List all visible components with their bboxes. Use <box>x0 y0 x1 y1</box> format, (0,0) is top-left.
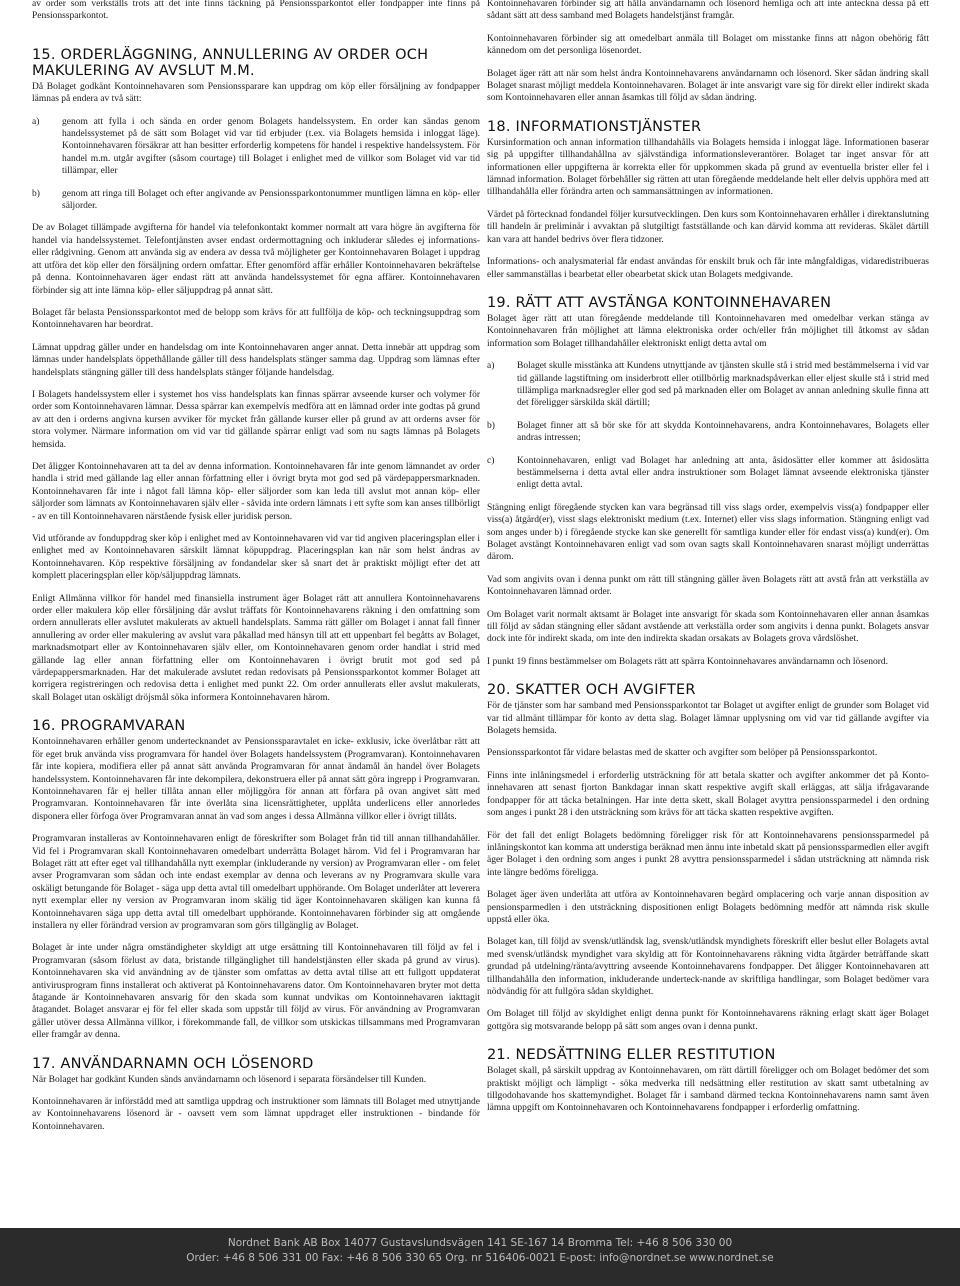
s18-paragraph: Värdet på förtecknad fondandel följer kursutvecklingen. Den kurs som Kontoinnehavaren erhåller i direktanslutning till handeln är preliminär i avvaktan på slutgiltigt fastställande och kan därvid komma att revideras. Skälet därtill kan vara att handel bedrivs över flera tidzoner. <box>487 209 929 245</box>
s15-paragraph: Det åligger Kontoinnehavaren att ta del av denna information. Kontoinnehavaren får inte genom lämnandet av order handla i strid med gällande lag eller annan författning eller i övrigt bryta mot god sed på värdepappersmarknaden. Kontoinnehavaren får inte i något fall lämna köp- eller säljorder som kan leda till avslut mot annan köp- eller säljorder som lämnats av Kontoinnehavaren själv eller - såvida inte ordern lämnats i ett syfte som kan anses tillbörligt - av en till Kontoinnehavaren närstående fysisk eller juridisk person. <box>32 461 480 522</box>
s15-item-a <box>32 116 480 178</box>
item-text: genom att fylla i och sända en order genom Bolagets handelssystem. En order kan sändas genom handelssystemet på de sätt som Bolaget vid var tid erbjuder (t.ex. via Bolagets hemsida i inloggat läge). Kontoinnehavaren försäkrar att han besitter erforderlig kompetens för handel i respektive handelssystem. För handel m.m. utgår avgifter (såsom courtage) till Bolaget i enlighet med de villkor som Bolaget vid var tid tillämpar, eller <box>62 116 480 177</box>
s15-item-b <box>32 188 480 213</box>
s15-paragraph: De av Bolaget tillämpade avgifterna för handel via telefonkontakt kommer normalt att vara högre än avgifterna för handel via handelssystemet. Telefontjänsten avser endast ordermottagning och inkluderar således ej informations- eller rådgivning. Genom att använda sig av endera av dessa två möjligheter ger Kontoinnehavaren Bolaget i uppdrag att utföra det köp eller den försäljning ordern omfattar. Efter genomförd affär erhåller Kontoinnehavaren bekräftelse på denna. Kontoinnehavaren äger endast rätt att använda handelssystemet för egna affärer. Kontoinnehavaren förbinder sig att inte lämna köp- eller säljuppdrag på annat sätt. <box>32 223 480 296</box>
section-17-title: 17. ANVÄNDARNAMN OCH LÖSENORD <box>32 1055 314 1072</box>
s20-paragraph: För det fall det enligt Bolagets bedömning föreligger risk för att Kontoinnehavarens pensionssparmedel på inlåningskontot kan komma att understiga beräknad men ännu inte inbetald skatt på pensionssparmedlen eller avgift äger Bolaget i den ordning som anges i punkt 28 avyttra pensionssparmedel i sådan utsträckning att nämnda risk inte längre bedöms föreligga. <box>487 830 929 878</box>
left-column <box>32 0 480 1143</box>
right-column <box>487 0 929 1125</box>
paragraph: Kontoinnehavaren förbinder sig att omedelbart anmäla till Bolaget om misstanke finns att någon obehörig fått kännedom om det personliga lösenordet. <box>487 33 929 57</box>
s21-paragraph: Bolaget skall, på särskilt uppdrag av Kontoinnehavaren, om rätt därtill föreligger och om Bolaget bedömer det som praktiskt möjligt och lämpligt - söka medverka till nedsättning eller restitution av skatt samt utbetalning av tillgodohavande hos skattemyndighet. Bolaget får i samband därmed teckna Kontoinnehavarens namn samt även lämna uppgift om Kontoinnehavaren och Kontoinnehavarens fondpapper i erforderlig omfattning. <box>487 1066 929 1114</box>
item-text: genom att ringa till Bolaget och efter angivande av Pensionssparkontonummer muntligen lämna en köp- eller säljorder. <box>62 188 480 212</box>
footer-address: Nordnet Bank AB Box 14077 Gustavslundsvägen 141 SE-167 14 Bromma Tel: +46 8 506 330 00 <box>227 1237 733 1249</box>
s15-paragraph: I Bolagets handelssystem eller i systemet hos viss handelsplats kan finnas spärrar avseende kurser och volymer för order som Kontoinnehavaren lämnar. Dessa spärrar kan exempelvis medföra att en lämnad order inte godtas på grund av att den i orderns angivna kursen avviker för mycket från gällande kurser eller på grund av att orderns avser för stora volymer. Närmare information om vid var tid gällande spärrar enligt vad som nu sagts lämnas på Bolagets hemsida. <box>32 389 480 450</box>
item-text: Bolaget finner att så bör ske för att skydda Kontoinnehavarens, andra Kontoinnehavares, Bolagets eller andras intressen; <box>517 420 929 444</box>
continued-text: Kontoinnehavaren förbinder sig att hålla användarnamn och lösenord hemliga och att inte anteckna dessa på ett sådant sätt att dess samband med Bolagets handelstjänst framgår. <box>487 0 929 22</box>
s15-paragraph: Enligt Allmänna villkor för handel med finansiella instrument äger Bolaget rätt att annullera Kontoinnehavarens order eller makulera köp eller försäljning där avslut träffats för Kontoinnehavarens räkning i den omfattning som ordern annullerats eller avslutet makulerats av aktuell handelsplats. Samma rätt gäller om Bolaget i annat fall finner annullering av order eller makulering av avslut vara påkallad med hänsyn till att ett uppenbart fel begåtts av Bolaget, marknadsmotpart eller av Kontoinnehavaren själv eller, om Kontoinnehavaren genom order handlat i strid med gällande lag eller annan författning eller om Kontoinnehavaren i övrigt brutit mot god sed på värdepappersmarknaden. Har det makulerade avslutet redan redovisats på Pensionssparkontot kommer Bolaget att korrigera registreringen och redovisa detta i enlighet med punkt 22. Om order annullerats eller avslut makulerats, skall Bolaget utan oskäligt dröjsmål söka informera Kontoinnehavaren härom. <box>32 593 480 703</box>
s15-paragraph: Bolaget får belasta Pensionssparkontot med de belopp som krävs för att fullfölja de köp- och teckningsuppdrag som Kontoinnehavaren har beordrat. <box>32 307 480 331</box>
s19-paragraph: Bolaget äger rätt att utan föregående meddelande till Kontoinnehavaren med omedelbar verkan stänga av Kontoinnehavaren från möjlighet att lämna elektroniska order och/eller från möjlighet till åtkomst av sådan information som Bolaget tillhandahåller elektroniskt enligt detta avtal om <box>487 313 929 349</box>
s20-paragraph: Finns inte inlåningsmedel i erforderlig utsträckning för att betala skatter och avgifter ankommer det på Konto-innehavaren att senast fjorton Bankdagar innan skatt respektive avgift skall erläggas, att sälja ifrågavarande fondpapper för att täcka betalningen. Har inte detta skett, skall Bolaget avyttra pensionssparmedel i den ordning som anges i punkt 28 i den utsträckning som krävs för att täcka skatten respektive avgiften. <box>487 770 929 819</box>
section-21-title: 21. NEDSÄTTNING ELLER RESTITUTION <box>487 1047 776 1064</box>
item-label: b) <box>32 188 40 199</box>
s15-paragraph: Vid utförande av fonduppdrag sker köp i enlighet med av Kontoinnehavaren vid var tid angiven placeringsplan eller i enlighet med av Kontoinnehavaren särskilt lämnat köpuppdrag. Placeringsplan kan när som helst ändras av Kontoinnehavaren. Köp respektive försäljning av fondandelar sker så snart det är praktiskt möjligt efter det att komplett placeringsplan eller köp/säljuppdrag lämnats. <box>32 534 480 582</box>
s19-paragraph: I punkt 19 finns bestämmelser om Bolagets rätt att spärra Kontoinnehavares användarnamn och lösenord. <box>487 656 888 667</box>
paragraph: Bolaget äger rätt att när som helst ändra Kontoinnehavarens användarnamn och lösenord. Sker sådan ändring skall Bolaget snarast möjligt meddela Kontoinnehavaren. Bolaget är inte ansvarigt vare sig för direkt eller indirekt skada som Kontoinnehavaren eller annan åsamkas till följd av sådan ändring. <box>487 68 929 104</box>
s17-paragraph: När Bolaget har godkänt Kunden sänds användarnamn och lösenord i separata försändelser till Kunden. <box>32 1074 427 1085</box>
section-20-title: 20. SKATTER OCH AVGIFTER <box>487 682 696 699</box>
item-label: b) <box>487 420 495 431</box>
section-15-title <box>32 47 480 79</box>
section-16-title: 16. PROGRAMVARAN <box>32 718 186 735</box>
s16-paragraph: Programvaran installeras av Kontoinnehavaren enligt de föreskrifter som Bolaget från tid till annan tillhandahåller. Vid fel i Programvaran skall Kontoinnehavaren omedelbart underrätta Bolaget härom. Vid fel i Programvaran har Bolaget rätt att efter eget val tillhandahålla nytt exemplar (inkluderande ny version) av Programvaran eller - om felet avser Programvaran som sådan och inte endast exemplar av denna och leverans av ny Programvara skulle vara oskäligt betungande för Bolaget - säga upp detta avtal till omedelbart upphörande. Om Bolaget underlåter att leverera nytt exemplar eller ny version av Programvaran inom skälig tid äger Kontoinnehavaren skäligen kan kunna få Kontoinnehavaren säga upp detta avtal till omedelbart upphörande. Kontoinnehavaren förbinder sig att omgående installera ny eller förändrad version av programvaran som görs tillgänglig av Bolaget. <box>32 834 480 931</box>
s19-paragraph: Stängning enligt föregående stycken kan vara begränsad till viss slags order, exempelvis viss(a) fondpapper eller viss(a) åtgärd(er), visst slags elektroniskt medium (t.ex. Internet) eller viss slags information. Stängning enligt vad som anges under b) i föregående stycke kan ske generellt för samtliga kunder eller för endast viss(a) kund(er). Om Bolaget avstängt Kontoinnehavaren enligt vad som ovan sagts skall Kontoinnehavaren snarast möjligt underrättas därom. <box>487 502 929 563</box>
page-footer <box>0 1228 960 1286</box>
s15-paragraph: Då Bolaget godkänt Kontoinnehavaren som Pensionssparare kan uppdrag om köp eller försäljning av fondpapper lämnas på endera av två sätt: <box>32 81 480 105</box>
section-15-title-line1: 15. ORDERLÄGGNING, ANNULLERING AV ORDER OCH <box>32 46 429 63</box>
s19-item-b <box>487 420 929 445</box>
item-text: Kontoinnehavaren, enligt vad Bolaget har anledning att anta, åsidosätter eller kommer att åsidosätta bestämmelserna i detta avtal eller andra instruktioner som Bolaget lämnat avseende elektroniska tjänster enligt detta avtal. <box>517 455 929 491</box>
s20-paragraph: Bolaget äger även underlåta att utföra av Kontoinnehavaren begärd omplacering och varje annan disposition av pensionsparmedlen i den utsträckning dispositionen enligt Bolagets bedömning medför att nämnda risk skulle uppstå eller öka. <box>487 890 929 925</box>
s15-paragraph: Lämnat uppdrag gäller under en handelsdag om inte Kontoinnehavaren anger annat. Detta innebär att uppdrag som lämnas under handelsplats öppethållande gäller till dess handelsplats stänger samma dag. Uppdrag som lämnas efter handelsplats stängning gäller till dess handelsplats stänger följande handelsdag. <box>32 342 480 378</box>
s19-item-c <box>487 455 929 492</box>
item-label: a) <box>487 361 495 372</box>
s19-paragraph: Vad som angivits ovan i denna punkt om rätt till stängning gäller även Bolagets rätt att avstå från att verkställa av Kontoinnehavaren lämnad order. <box>487 574 929 598</box>
footer-contact: Order: +46 8 506 331 00 Fax: +46 8 506 330 65 Org. nr 516406-0021 E-post: info@nordnet.se www.nordnet.se <box>186 1252 774 1264</box>
s20-paragraph: För de tjänster som har samband med Pensionssparkontot tar Bolaget ut avgifter enligt de grunder som Bolaget vid var tid allmänt tillämpar för konto av detta slag. Bolaget lämnar upplysning om vid var tid gällande avgifter via Bolagets hemsida. <box>487 701 929 737</box>
s20-paragraph: Bolaget kan, till följd av svensk/utländsk lag, svensk/utländsk myndighets föreskrift eller beslut eller Bolagets avtal med svensk/utländsk myndighet vara skyldig att för Kontoinnehavarens räkning vidta åtgärder beträffande skatt grundad på utdelning/ränta/avyttring avseende Kontoinnehavarens fondpapper. Det åligger Kontoinnehavaren att tillhandahålla den information, inkluderande underteck-nande av skriftliga handlingar, som Bolaget bedömer vara nödvändig för att fullgöra sådan skyldighet. <box>487 937 929 997</box>
s19-item-a <box>487 360 929 410</box>
s19-paragraph: Om Bolaget varit normalt aktsamt är Bolaget inte ansvarigt för skada som Kontoinnehavaren eller annan åsamkas till följd av sådan stängning eller sådant avstående att verkställa order som angivits i denna punkt. Bolagets ansvar dock inte för indirekt skada, om inte den indirekta skadan orsakats av Bolagets grova vårdslöshet. <box>487 609 929 645</box>
item-label: a) <box>32 116 40 127</box>
s17-paragraph: Kontoinnehavaren är införstådd med att samtliga uppdrag och instruktioner som lämnats till Bolaget med utnyttjande av Kontoinnehavarens lösenord är - oavsett vem som lämnat uppdraget eller instruktionen - bindande för Kontoinnehavaren. <box>32 1097 480 1132</box>
s20-paragraph: Pensionssparkontot får vidare belastas med de skatter och avgifter som belöper på Pensionssparkontot. <box>487 748 878 759</box>
s16-paragraph: Kontoinnehavaren erhåller genom undertecknandet av Pensionssparavtalet en icke- exklusiv, icke överlåtbar rätt att för eget bruk använda viss programvara för handel över Bolagets handelssystem (Programvaran). Kontoinnehavaren får inte kopiera, modifiera eller på annat sätt använda Programvaran för annat ändamål än handel över Bolagets handelssystem. Kontoinnehavaren får inte dekompilera, dekonstruera eller på annat sätt göra ingrepp i Programvaran. Kontoinnehavaren får ej heller tillåta annan eller möjliggöra för annan att förfara på ovan angivet sätt med Programvaran. Kontoinnehavaren får inte överlåta sina licensrättigheter, upplåta underlicens eller annorledes disponera eller förfoga över Programvaran annat än vad som anges i dessa Allmänna villkor eller i övrigt tillåts. <box>32 737 480 822</box>
s20-paragraph: Om Bolaget till följd av skyldighet enligt denna punkt för Kontoinnehavarens räkning erlagt skatt äger Bolaget gottgöra sig motsvarande belopp på sätt som anges ovan i denna punkt. <box>487 1009 929 1032</box>
continued-text: av order som verkställs trots att det inte finns täckning på Pensionssparkontot eller fondpapper inte finns på Pensionssparkontot. <box>32 0 480 22</box>
item-text: Bolaget skulle misstänka att Kundens utnyttjande av tjänsten skulle stå i strid med bestämmelserna i vid var tid gällande lagstiftning om insiderbrott eller otillbörlig marknadspåverkan eller eljest skulle stå i strid med tillämpliga marknadsregler eller god sed på marknaden eller om Bolaget av annan anledning skulle finna att det föreligger särskilda skäl därtill; <box>517 361 929 409</box>
section-18-title: 18. INFORMATIONSTJÄNSTER <box>487 118 702 135</box>
s16-paragraph: Bolaget är inte under några omständigheter skyldigt att utge ersättning till Kontoinnehavaren till följd av fel i Programvaran (såsom förlust av data, bristande tillgänglighet till handelstjänsten eller skada på grund av virus). Kontoinnehavaren ska vid användning av de tjänster som omfattas av detta avtal tillse att ett fullgott uppdaterat antivirusprogram finns installerat och aktiverat på Kontoinnehavarens dator. Om Kontoinnehavaren bryter mot detta åtagande är Kontoinnehavaren ansvarig för den skada som kunnat undvikas om Kontoinnehavaren iakttagit åtagandet. Bolaget ansvarar ej för fel eller skada som uppstår till följd av virus. För användning av Programvaran gäller utöver dessa Allmänna villkor, i förekommande fall, de villkor som utskickas tillsammans med Programvaran eller framgår av denna. <box>32 943 480 1041</box>
item-label: c) <box>487 455 495 466</box>
s18-paragraph: Kursinformation och annan information tillhandahålls via Bolagets hemsida i inloggat läge. Informationen baserar sig på uppgifter tillhandahållna av självständiga informationsleverantörer. Bolaget tar inget ansvar för att informationen eller uppgifterna är korrekta eller för uppkommen skada på grund av eventuella brister eller fel i lämnad information. Bolaget förbehåller sig rätten att utan föregående meddelande helt eller delvis upphöra med att tillhandahålla eller förändra arten och sammansättningen av informationen. <box>487 137 929 198</box>
section-15-title-line2: MAKULERING AV AVSLUT M.M. <box>32 62 255 79</box>
section-19-title: 19. RÄTT ATT AVSTÄNGA KONTOINNEHAVAREN <box>487 294 832 311</box>
s18-paragraph: Informations- och analysmaterial får endast användas för enskilt bruk och får inte mångfaldigas, vidaredistribueras eller sammanställas i bearbetat eller obearbetat skick utan Bolagets medgivande. <box>487 257 929 280</box>
